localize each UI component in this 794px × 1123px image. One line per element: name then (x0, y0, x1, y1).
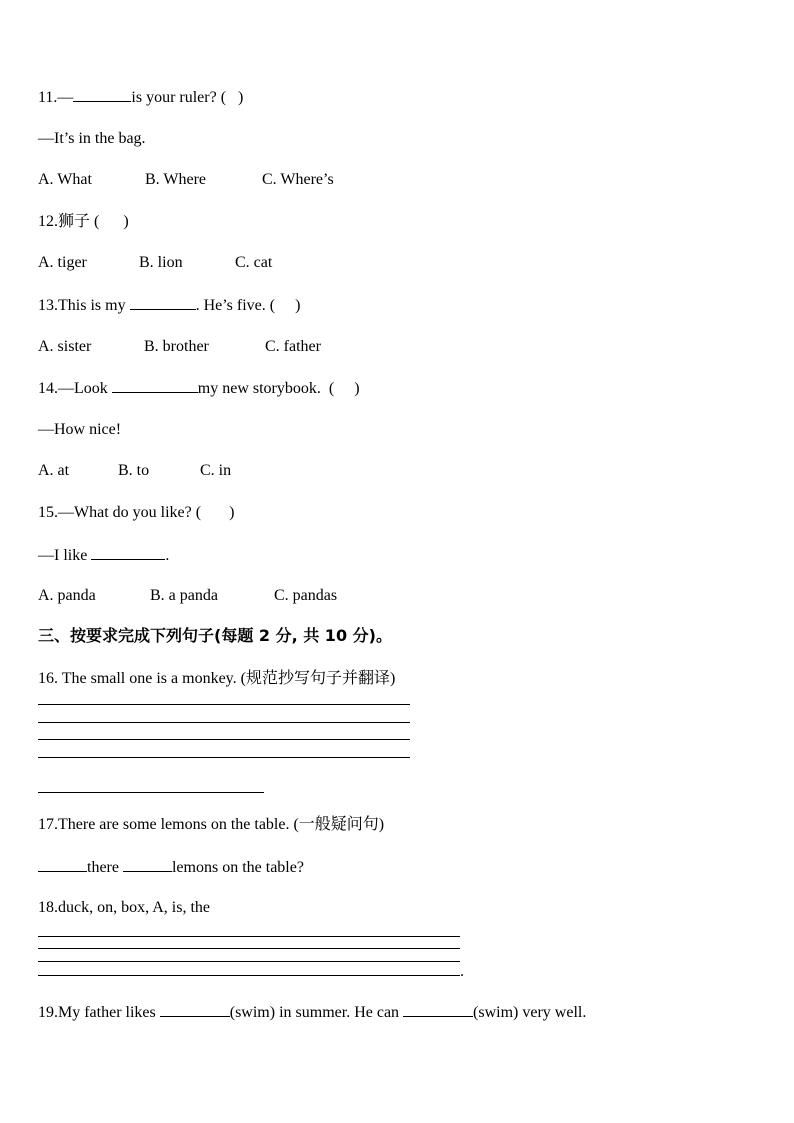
q14-option-c[interactable]: C. in (200, 462, 232, 479)
question-14 (38, 378, 360, 399)
q18-writing-line[interactable] (38, 961, 460, 962)
q11-option-b[interactable]: B. Where (145, 171, 207, 188)
question-16: 16. The small one is a monkey. (规范抄写句子并翻译) (38, 670, 396, 687)
q15-option-c[interactable]: C. pandas (274, 587, 338, 604)
q11-option-a[interactable]: A. What (38, 171, 92, 188)
q17-answer-mid: there (87, 859, 123, 876)
q11-option-c[interactable]: C. Where’s (262, 171, 334, 188)
question-15: 15.—What do you like? ( ) (38, 504, 235, 521)
q15-option-b[interactable]: B. a panda (150, 587, 218, 604)
question-11 (38, 87, 243, 108)
q15-reply (38, 545, 169, 566)
q19-text-end: (swim) very well. (473, 1004, 587, 1021)
q13-option-a[interactable]: A. sister (38, 338, 92, 355)
q16-writing-line[interactable] (38, 704, 410, 705)
q14-reply: —How nice! (38, 421, 122, 438)
q11-answer-blank[interactable] (73, 87, 131, 102)
q19-answer-blank-1[interactable] (160, 1002, 230, 1017)
q18-writing-line[interactable] (38, 948, 460, 949)
q13-options (38, 337, 321, 357)
q11-prompt-end: is your ruler? ( ) (131, 89, 244, 106)
q12-options (38, 253, 272, 273)
q17-answer-blank-1[interactable] (38, 857, 87, 872)
q17-answer-end: lemons on the table? (171, 859, 304, 876)
q12-option-b[interactable]: B. lion (139, 254, 183, 271)
section-3-heading: 三、按要求完成下列句子(每题 2 分, 共 10 分)。 (38, 626, 392, 645)
q14-option-b[interactable]: B. to (118, 462, 150, 479)
q17-answer-blank-2[interactable] (123, 857, 172, 872)
q14-options (38, 461, 231, 481)
q19-text-start: 19.My father likes (38, 1004, 160, 1021)
q11-options (38, 170, 334, 190)
q13-prompt-end: . He’s five. ( ) (195, 297, 301, 314)
q15-answer-blank[interactable] (91, 545, 165, 560)
q14-prompt-end: my new storybook. ( ) (197, 380, 360, 397)
q14-prompt-start: 14.—Look (38, 380, 112, 397)
q19-text-mid: (swim) in summer. He can (229, 1004, 404, 1021)
question-19 (38, 1002, 586, 1023)
q15-reply-start: —I like (38, 547, 92, 564)
q18-writing-line[interactable] (38, 936, 460, 937)
q14-option-a[interactable]: A. at (38, 462, 70, 479)
q15-reply-end: . (165, 547, 170, 564)
q13-answer-blank[interactable] (130, 295, 196, 310)
q13-option-c[interactable]: C. father (265, 338, 321, 355)
q16-writing-line[interactable] (38, 722, 410, 723)
q12-option-c[interactable]: C. cat (235, 254, 273, 271)
q11-prompt-start: 11.— (38, 89, 74, 106)
q12-option-a[interactable]: A. tiger (38, 254, 87, 271)
q13-prompt-start: 13.This is my (38, 297, 130, 314)
q15-option-a[interactable]: A. panda (38, 587, 96, 604)
q16-writing-line[interactable] (38, 757, 410, 758)
question-12: 12.狮子 ( ) (38, 213, 129, 230)
q13-option-b[interactable]: B. brother (144, 338, 209, 355)
q19-answer-blank-2[interactable] (403, 1002, 473, 1017)
q11-reply: —It’s in the bag. (38, 130, 146, 147)
question-17: 17.There are some lemons on the table. (一般疑问句) (38, 816, 385, 833)
q16-writing-line[interactable] (38, 739, 410, 740)
question-13 (38, 295, 300, 316)
question-18: 18.duck, on, box, A, is, the (38, 899, 210, 916)
q16-writing-line[interactable] (38, 792, 264, 793)
q18-end-mark: . (460, 963, 464, 980)
q18-writing-line[interactable] (38, 975, 460, 976)
q17-answer (38, 857, 304, 878)
q15-options (38, 586, 337, 606)
q14-answer-blank[interactable] (112, 378, 198, 393)
